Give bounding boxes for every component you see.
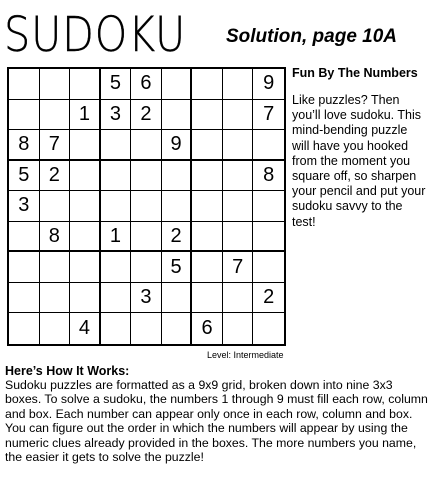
sudoku-cell[interactable] (192, 222, 223, 253)
sudoku-cell[interactable] (131, 313, 162, 344)
sudoku-cell[interactable]: 8 (253, 161, 284, 192)
sudoku-logo: SUDOKU (4, 7, 187, 63)
solution-note: Solution, page 10A (226, 26, 398, 47)
sudoku-cell[interactable] (131, 252, 162, 283)
sudoku-cell[interactable]: 8 (9, 130, 40, 161)
sudoku-cell[interactable] (40, 283, 71, 314)
sudoku-cell[interactable] (9, 222, 40, 253)
sudoku-cell[interactable] (40, 100, 71, 131)
sudoku-cell[interactable] (9, 313, 40, 344)
sudoku-cell[interactable] (9, 100, 40, 131)
sudoku-cell[interactable] (253, 313, 284, 344)
sudoku-cell[interactable]: 6 (192, 313, 223, 344)
instructions (5, 364, 429, 464)
sudoku-cell[interactable]: 3 (131, 283, 162, 314)
sudoku-cell[interactable] (253, 222, 284, 253)
sudoku-cell[interactable] (253, 130, 284, 161)
sudoku-cell[interactable] (223, 313, 254, 344)
sudoku-cell[interactable] (162, 313, 193, 344)
sudoku-grid (7, 67, 286, 346)
sudoku-cell[interactable] (40, 252, 71, 283)
sudoku-cell[interactable]: 9 (162, 130, 193, 161)
sudoku-cell[interactable]: 3 (101, 100, 132, 131)
sudoku-cell[interactable]: 7 (253, 100, 284, 131)
sudoku-cell[interactable]: 5 (101, 69, 132, 100)
sudoku-cell[interactable] (162, 283, 193, 314)
sudoku-cell[interactable] (192, 69, 223, 100)
sudoku-cell[interactable]: 1 (101, 222, 132, 253)
sudoku-cell[interactable] (70, 283, 101, 314)
sudoku-cell[interactable] (70, 130, 101, 161)
difficulty-level: Level: Intermediate (207, 350, 284, 360)
sudoku-cell[interactable] (40, 313, 71, 344)
sudoku-cell[interactable] (9, 252, 40, 283)
sudoku-cell[interactable] (9, 283, 40, 314)
sudoku-cell[interactable] (223, 100, 254, 131)
sudoku-cell[interactable]: 7 (223, 252, 254, 283)
sudoku-cell[interactable] (70, 191, 101, 222)
sudoku-cell[interactable] (192, 252, 223, 283)
sudoku-cell[interactable] (131, 130, 162, 161)
sudoku-cell[interactable] (70, 69, 101, 100)
sudoku-cell[interactable] (101, 313, 132, 344)
sudoku-cell[interactable] (40, 191, 71, 222)
sudoku-cell[interactable] (162, 191, 193, 222)
sudoku-cell[interactable] (192, 100, 223, 131)
sudoku-cell[interactable] (131, 222, 162, 253)
sudoku-cell[interactable]: 8 (40, 222, 71, 253)
sudoku-cell[interactable]: 6 (131, 69, 162, 100)
sudoku-cell[interactable] (223, 283, 254, 314)
sudoku-cell[interactable] (40, 69, 71, 100)
sudoku-cell[interactable] (162, 69, 193, 100)
sudoku-cell[interactable] (253, 252, 284, 283)
sudoku-cell[interactable] (101, 130, 132, 161)
sidebar-intro (292, 66, 426, 230)
sudoku-cell[interactable] (253, 191, 284, 222)
sudoku-cell[interactable] (192, 191, 223, 222)
sudoku-cell[interactable]: 2 (253, 283, 284, 314)
sudoku-cell[interactable]: 9 (253, 69, 284, 100)
sudoku-cell[interactable] (192, 283, 223, 314)
sudoku-cell[interactable] (101, 191, 132, 222)
sudoku-cell[interactable] (101, 283, 132, 314)
header (4, 7, 428, 63)
sudoku-cell[interactable]: 2 (40, 161, 71, 192)
sudoku-cell[interactable] (131, 161, 162, 192)
sudoku-cell[interactable] (131, 191, 162, 222)
sudoku-cell[interactable]: 5 (9, 161, 40, 192)
sudoku-cell[interactable] (223, 222, 254, 253)
sudoku-cell[interactable]: 2 (131, 100, 162, 131)
sudoku-cell[interactable] (223, 161, 254, 192)
sudoku-cell[interactable] (70, 222, 101, 253)
sudoku-cell[interactable] (162, 161, 193, 192)
sudoku-cell[interactable] (70, 252, 101, 283)
sudoku-cell[interactable] (223, 130, 254, 161)
sudoku-cell[interactable] (162, 100, 193, 131)
sudoku-cell[interactable] (223, 191, 254, 222)
sidebar-title: Fun By The Numbers (292, 66, 418, 80)
instructions-title: Here’s How It Works: (5, 364, 130, 378)
sudoku-cell[interactable]: 5 (162, 252, 193, 283)
sudoku-cell[interactable] (192, 161, 223, 192)
sudoku-cell[interactable] (101, 252, 132, 283)
sudoku-cell[interactable] (9, 69, 40, 100)
sudoku-cell[interactable]: 2 (162, 222, 193, 253)
sudoku-cell[interactable]: 3 (9, 191, 40, 222)
sidebar-body: Like puzzles? Then you’ll love sudoku. This mind-bending puzzle will have you hooked from the moment you square off, so sharpen your pencil and put your sudoku savvy to the test! (292, 93, 426, 229)
sudoku-cell[interactable] (101, 161, 132, 192)
sudoku-cell[interactable] (223, 69, 254, 100)
sudoku-cell[interactable] (192, 130, 223, 161)
sudoku-cell[interactable]: 1 (70, 100, 101, 131)
sudoku-cell[interactable]: 7 (40, 130, 71, 161)
sudoku-cell[interactable] (70, 161, 101, 192)
sudoku-cell[interactable]: 4 (70, 313, 101, 344)
instructions-body: Sudoku puzzles are formatted as a 9x9 grid, broken down into nine 3x3 boxes. To solve a sudoku, the numbers 1 through 9 must fill each row, column and box. Each number can appear only once in each row, column and box. You can figure out the order in which the numbers will appear by using the numeric clues already provided in the boxes. The more numbers you name, the easier it gets to solve the puzzle! (5, 378, 428, 465)
